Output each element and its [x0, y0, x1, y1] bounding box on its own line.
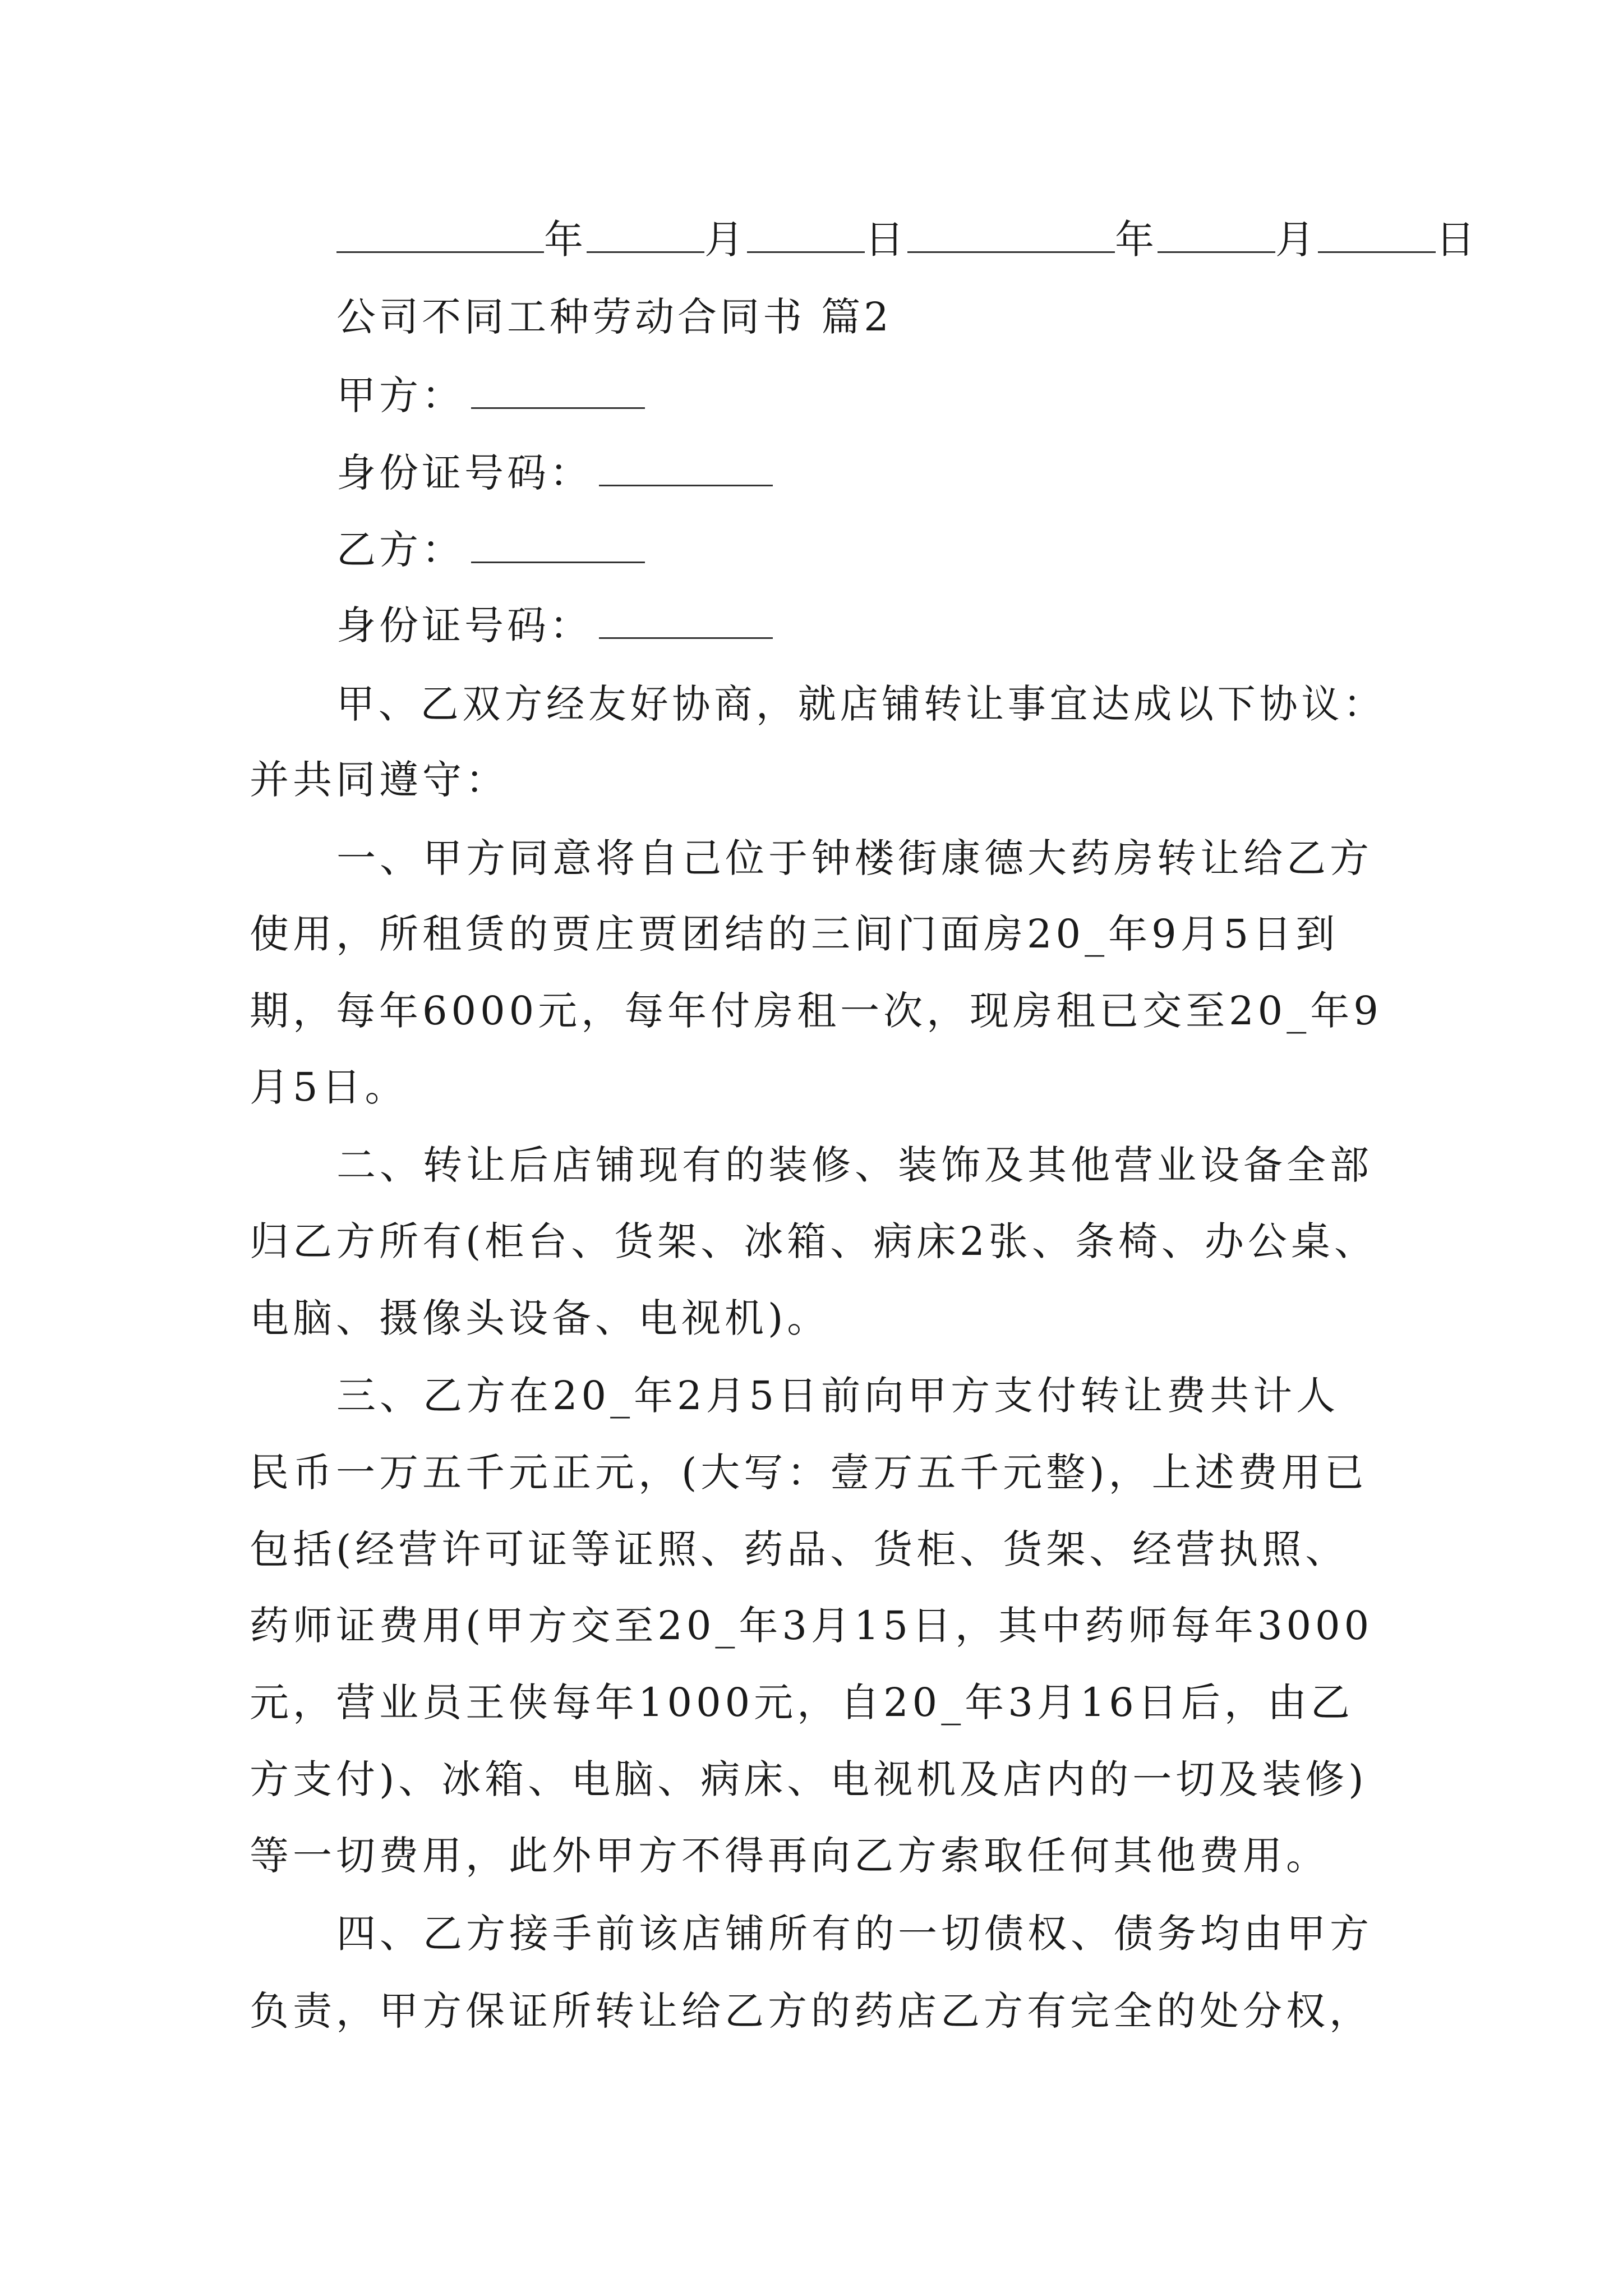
party-a-blank: [471, 372, 645, 409]
party-b-label: 乙方：: [336, 527, 464, 573]
id-b-field: [336, 600, 1402, 651]
blank-day-2: [1318, 217, 1436, 253]
p1-line-2: 使用，所租赁的贾庄贾团结的三间门面房20_年9月5日到: [250, 911, 1339, 957]
id-a-field: [336, 448, 1402, 498]
party-b-blank: [471, 527, 645, 563]
p2-line-3: 电脑、摄像头设备、电视机)。: [250, 1295, 831, 1341]
blank-year-2: [907, 217, 1115, 253]
month-label-1: 月: [704, 217, 747, 263]
p1-line-4: 月5日。: [250, 1064, 408, 1110]
id-b-label: 身份证号码：: [336, 602, 592, 648]
blank-year-1: [336, 217, 544, 253]
p3-line-5: 元，营业员王侠每年1000元，自20_年3月16日后，由乙: [250, 1680, 1354, 1726]
year-label-2: 年: [1115, 217, 1158, 263]
intro-line-1: 甲、乙双方经友好协商，就店铺转让事宜达成以下协议：: [336, 681, 1385, 727]
p4-line-2: 负责，甲方保证所转让给乙方的药店乙方有完全的处分权，: [250, 1988, 1372, 2034]
month-label-2: 月: [1275, 217, 1318, 263]
party-b-field: [336, 524, 1402, 575]
p3-line-6: 方支付)、冰箱、电脑、病床、电视机及店内的一切及装修): [250, 1756, 1368, 1802]
day-label-2: 日: [1436, 217, 1478, 263]
p3-line-7: 等一切费用，此外甲方不得再向乙方索取任何其他费用。: [250, 1833, 1329, 1879]
id-a-label: 身份证号码：: [336, 450, 592, 496]
blank-day-1: [747, 217, 865, 253]
date-line: [336, 214, 1478, 265]
p1-line-3: 期，每年6000元，每年付房租一次，现房租已交至20_年9: [250, 988, 1382, 1034]
day-label-1: 日: [865, 217, 907, 263]
p3-line-4: 药师证费用(甲方交至20_年3月15日，其中药师每年3000: [250, 1603, 1373, 1649]
id-a-blank: [599, 450, 773, 486]
p3-line-3: 包括(经营许可证等证照、药品、货柜、货架、经营执照、: [250, 1526, 1349, 1572]
p3-line-2: 民币一万五千元正元，(大写：壹万五千元整)，上述费用已: [250, 1450, 1368, 1496]
blank-month-1: [587, 217, 704, 253]
p4-line-1: 四、乙方接手前该店铺所有的一切债权、债务均由甲方: [336, 1911, 1373, 1957]
document-title: 公司不同工种劳动合同书 篇2: [336, 294, 892, 340]
intro-line-2: 并共同遵守：: [250, 757, 509, 803]
p2-line-1: 二、转让后店铺现有的装修、装饰及其他营业设备全部: [336, 1142, 1373, 1188]
blank-month-2: [1158, 217, 1275, 253]
party-a-label: 甲方：: [336, 372, 464, 418]
party-a-field: [336, 370, 1402, 421]
p3-line-1: 三、乙方在20_年2月5日前向甲方支付转让费共计人: [336, 1373, 1340, 1419]
id-b-blank: [599, 602, 773, 639]
year-label-1: 年: [544, 217, 587, 263]
p2-line-2: 归乙方所有(柜台、货架、冰箱、病床2张、条椅、办公桌、: [250, 1218, 1377, 1264]
p1-line-1: 一、甲方同意将自己位于钟楼街康德大药房转让给乙方: [336, 835, 1373, 881]
